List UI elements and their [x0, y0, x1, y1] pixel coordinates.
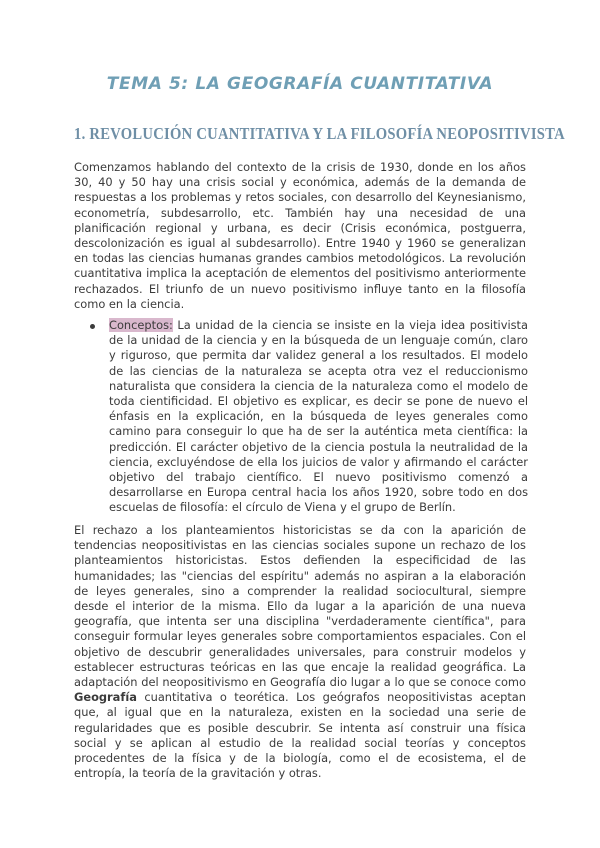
paragraph-text-end: cuantitativa o teorética. Los geógrafos neopositivistas aceptan que, al igual que en la naturaleza, existen en la sociedad una serie de regularidades que es posible descubrir. Se intenta así construir una física social y se aplican al estudio de la realidad social teorías y conceptos procedentes de la física y de la biología, como el de ecosistema, el de entropía, la teoría de la gravitación y otras. [74, 690, 526, 781]
document-title: TEMA 5: LA GEOGRAFÍA CUANTITATIVA [106, 74, 494, 94]
paragraph-text-start: El rechazo a los planteamientos historicistas se da con la aparición de tendencias neopositivistas en las ciencias sociales supone un rechazo de los planteamientos historicistas. Estos defienden la especificidad de las humanidades; las "ciencias del espíritu" además no aspiran a la elaboración de leyes generales, sino a comprender la realidad sociocultural, siempre desde el interior de la misma. Ello da lugar a la aparición de una nueva geografía, que intenta ser una disciplina "verdaderamente científica", para conseguir formular leyes generales sobre comportamientos espaciales. Con el objetivo de descubrir generalidades universales, para construir modelos y establecer estructuras teóricas en las que encaje la realidad geográfica. La adaptación del neopositivismo en Geografía dio lugar a lo que se conoce como [74, 523, 526, 690]
list-item [90, 318, 528, 516]
bullet-icon [90, 324, 95, 329]
intro-paragraph: Comenzamos hablando del contexto de la crisis de 1930, donde en los años 30, 40 y 50 hay una crisis social y económica, además de la demanda de respuestas a los problemas y retos sociales, con desarrollo del Keynesianismo, econometría, subdesarrollo, etc. También hay una necesidad de una planificación regional y urbana, es decir (Crisis económica, postguerra, descolonización es igual al subdesarrollo). Entre 1940 y 1960 se generalizan en todas las ciencias humanas grandes cambios metodológicos. La revolución cuantitativa implica la aceptación de elementos del positivismo anteriormente rechazados. El triunfo de un nuevo positivismo influye tanto en la filosofía como en la ciencia. [74, 160, 526, 311]
section-title: 1. REVOLUCIÓN CUANTITATIVA Y LA FILOSOFÍA NEOPOSITIVISTA [74, 124, 565, 143]
concepts-label: Conceptos: [109, 318, 173, 332]
geografia-bold-term: Geografía [74, 690, 137, 705]
concepts-list [90, 318, 528, 516]
neopositivism-paragraph [74, 523, 526, 781]
concepts-text: La unidad de la ciencia se insiste en la vieja idea positivista de la unidad de la ciencia y en la búsqueda de un lenguaje común, claro y riguroso, que permita dar validez general a los resultados. El modelo de las ciencias de la naturaleza se acepta otra vez el reduccionismo naturalista que considera la ciencia de la naturaleza como el modelo de toda cientificidad. El objetivo es explicar, es decir se pone de nuevo el énfasis en la explicación, en la búsqueda de leyes generales como camino para conseguir lo que ha de ser la auténtica meta científica: la predicción. El carácter objetivo de la ciencia postula la neutralidad de la ciencia, excluyéndose de ella los juicios de valor y afirmando el carácter objetivo del trabajo científico. El nuevo positivismo comenzó a desarrollarse en Europa central hacia los años 1920, sobre todo en dos escuelas de filosofía: el círculo de Viena y el grupo de Berlín. [109, 318, 528, 515]
